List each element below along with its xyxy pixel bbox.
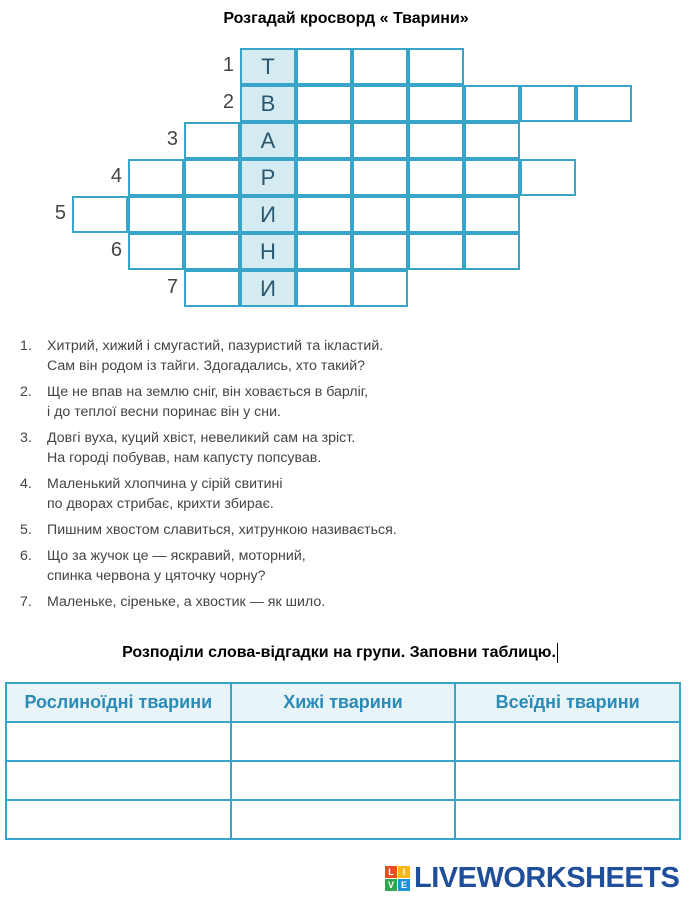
crossword-key-letter: Р <box>260 164 276 190</box>
table-cell[interactable] <box>6 722 231 761</box>
riddle-number: 6. <box>20 548 32 564</box>
table-row <box>6 722 680 761</box>
crossword-key-letter: И <box>260 201 276 227</box>
crossword-row-number: 6 <box>110 239 122 261</box>
riddle-number: 5. <box>20 522 32 538</box>
table-cell[interactable] <box>455 800 680 839</box>
crossword-cell[interactable] <box>408 159 464 196</box>
crossword-cell[interactable] <box>464 196 520 233</box>
crossword-key-letter: А <box>260 127 276 153</box>
crossword-cell[interactable] <box>464 233 520 270</box>
table-cell[interactable] <box>6 761 231 800</box>
riddle-line: по дворах стрибає, крихти збирає. <box>47 496 274 512</box>
crossword-row-number: 4 <box>110 165 122 187</box>
crossword-cell[interactable] <box>184 159 240 196</box>
crossword-cell[interactable] <box>296 85 352 122</box>
table-cell[interactable] <box>455 761 680 800</box>
crossword-cell[interactable] <box>184 233 240 270</box>
riddle-line: Ще не впав на землю сніг, він ховається в барліг, <box>47 384 369 400</box>
crossword-cell[interactable] <box>520 85 576 122</box>
riddle-number: 3. <box>20 430 32 446</box>
crossword <box>0 0 692 310</box>
crossword-cell[interactable] <box>352 196 408 233</box>
crossword-key-letter: Н <box>260 238 276 264</box>
crossword-cell[interactable] <box>128 196 184 233</box>
crossword-key-letter: В <box>260 90 276 116</box>
crossword-cell[interactable] <box>184 122 240 159</box>
crossword-cell[interactable] <box>296 159 352 196</box>
crossword-cell[interactable] <box>352 159 408 196</box>
crossword-cell[interactable] <box>352 233 408 270</box>
riddle-item <box>20 592 640 612</box>
crossword-key-cell <box>240 159 296 196</box>
logo-mark-icon <box>385 866 410 891</box>
crossword-key-cell <box>240 233 296 270</box>
riddle-number: 7. <box>20 594 32 610</box>
crossword-row-number: 5 <box>54 202 66 224</box>
riddle-item <box>20 546 640 586</box>
crossword-cell[interactable] <box>352 122 408 159</box>
riddle-line: Маленький хлопчина у сірій свитині <box>47 476 283 492</box>
crossword-cell[interactable] <box>184 196 240 233</box>
riddle-item <box>20 428 640 468</box>
header-predators: Хижі тварини <box>231 683 456 722</box>
crossword-cell[interactable] <box>408 122 464 159</box>
crossword-cell[interactable] <box>352 85 408 122</box>
riddle-item <box>20 336 640 376</box>
crossword-cell[interactable] <box>464 85 520 122</box>
crossword-cell[interactable] <box>296 196 352 233</box>
task-subtitle-text: Розподіли слова-відгадки на групи. Заповни таблицю. <box>122 644 556 662</box>
crossword-row-number: 2 <box>222 91 234 113</box>
crossword-cell[interactable] <box>184 270 240 307</box>
riddle-line: Маленьке, сіреньке, а хвостик — як шило. <box>47 594 326 610</box>
crossword-key-cell <box>240 48 296 85</box>
riddle-line: Сам він родом із тайги. Здогадались, хто такий? <box>47 358 366 374</box>
riddle-line: На городі побував, нам капусту попсував. <box>47 450 322 466</box>
crossword-cell[interactable] <box>128 159 184 196</box>
riddle-line: Що за жучок це — яскравий, моторний, <box>47 548 306 564</box>
crossword-cell[interactable] <box>296 48 352 85</box>
table-header-row <box>6 683 680 722</box>
crossword-cell[interactable] <box>128 233 184 270</box>
crossword-cell[interactable] <box>352 48 408 85</box>
crossword-cell[interactable] <box>72 196 128 233</box>
crossword-row-number: 3 <box>166 128 178 150</box>
groups-table <box>5 682 681 840</box>
logo-mark-letter: L <box>385 866 397 878</box>
table-cell[interactable] <box>231 722 456 761</box>
riddle-item <box>20 520 640 540</box>
table-cell[interactable] <box>455 722 680 761</box>
crossword-row-number: 7 <box>166 276 178 298</box>
crossword-key-cell <box>240 270 296 307</box>
table-cell[interactable] <box>6 800 231 839</box>
riddle-number: 4. <box>20 476 32 492</box>
crossword-key-cell <box>240 85 296 122</box>
riddle-item <box>20 382 640 422</box>
table-row <box>6 800 680 839</box>
crossword-key-letter: Т <box>261 53 275 79</box>
logo-mark-letter: I <box>398 866 410 878</box>
crossword-cell[interactable] <box>408 48 464 85</box>
table-cell[interactable] <box>231 800 456 839</box>
riddle-item <box>20 474 640 514</box>
riddle-line: Довгі вуха, куций хвіст, невеликий сам на зріст. <box>47 430 356 446</box>
task-subtitle <box>40 643 640 663</box>
crossword-cell[interactable] <box>464 159 520 196</box>
crossword-cell[interactable] <box>352 270 408 307</box>
crossword-key-cell <box>240 196 296 233</box>
page-title: Розгадай кросворд « Тварини» <box>223 10 469 27</box>
crossword-cell[interactable] <box>408 233 464 270</box>
logo-mark-letter: E <box>398 879 410 891</box>
crossword-cell[interactable] <box>408 196 464 233</box>
crossword-key-cell <box>240 122 296 159</box>
crossword-cell[interactable] <box>296 270 352 307</box>
table-cell[interactable] <box>231 761 456 800</box>
crossword-cell[interactable] <box>576 85 632 122</box>
crossword-cell[interactable] <box>296 233 352 270</box>
logo-mark-letter: V <box>385 879 397 891</box>
riddles-list <box>20 336 640 618</box>
crossword-cell[interactable] <box>296 122 352 159</box>
crossword-cell[interactable] <box>520 159 576 196</box>
text-cursor <box>557 643 558 663</box>
riddle-number: 1. <box>20 338 32 354</box>
crossword-key-letter: И <box>260 275 276 301</box>
header-omnivores: Всеїдні тварини <box>455 683 680 722</box>
riddle-line: спинка червона у цяточку чорну? <box>47 568 266 584</box>
riddle-line: і до теплої весни поринає він у сни. <box>47 404 281 420</box>
logo-text: LIVEWORKSHEETS <box>414 861 680 894</box>
header-herbivores: Рослиноїдні тварини <box>6 683 231 722</box>
table-row <box>6 761 680 800</box>
crossword-cell[interactable] <box>408 85 464 122</box>
crossword-row-number: 1 <box>222 54 234 76</box>
liveworksheets-logo <box>385 862 679 894</box>
riddle-line: Пишним хвостом славиться, хитрункою називається. <box>47 522 397 538</box>
riddle-line: Хитрий, хижий і смугастий, пазуристий та ікластий. <box>47 338 384 354</box>
riddle-number: 2. <box>20 384 32 400</box>
crossword-cell[interactable] <box>464 122 520 159</box>
